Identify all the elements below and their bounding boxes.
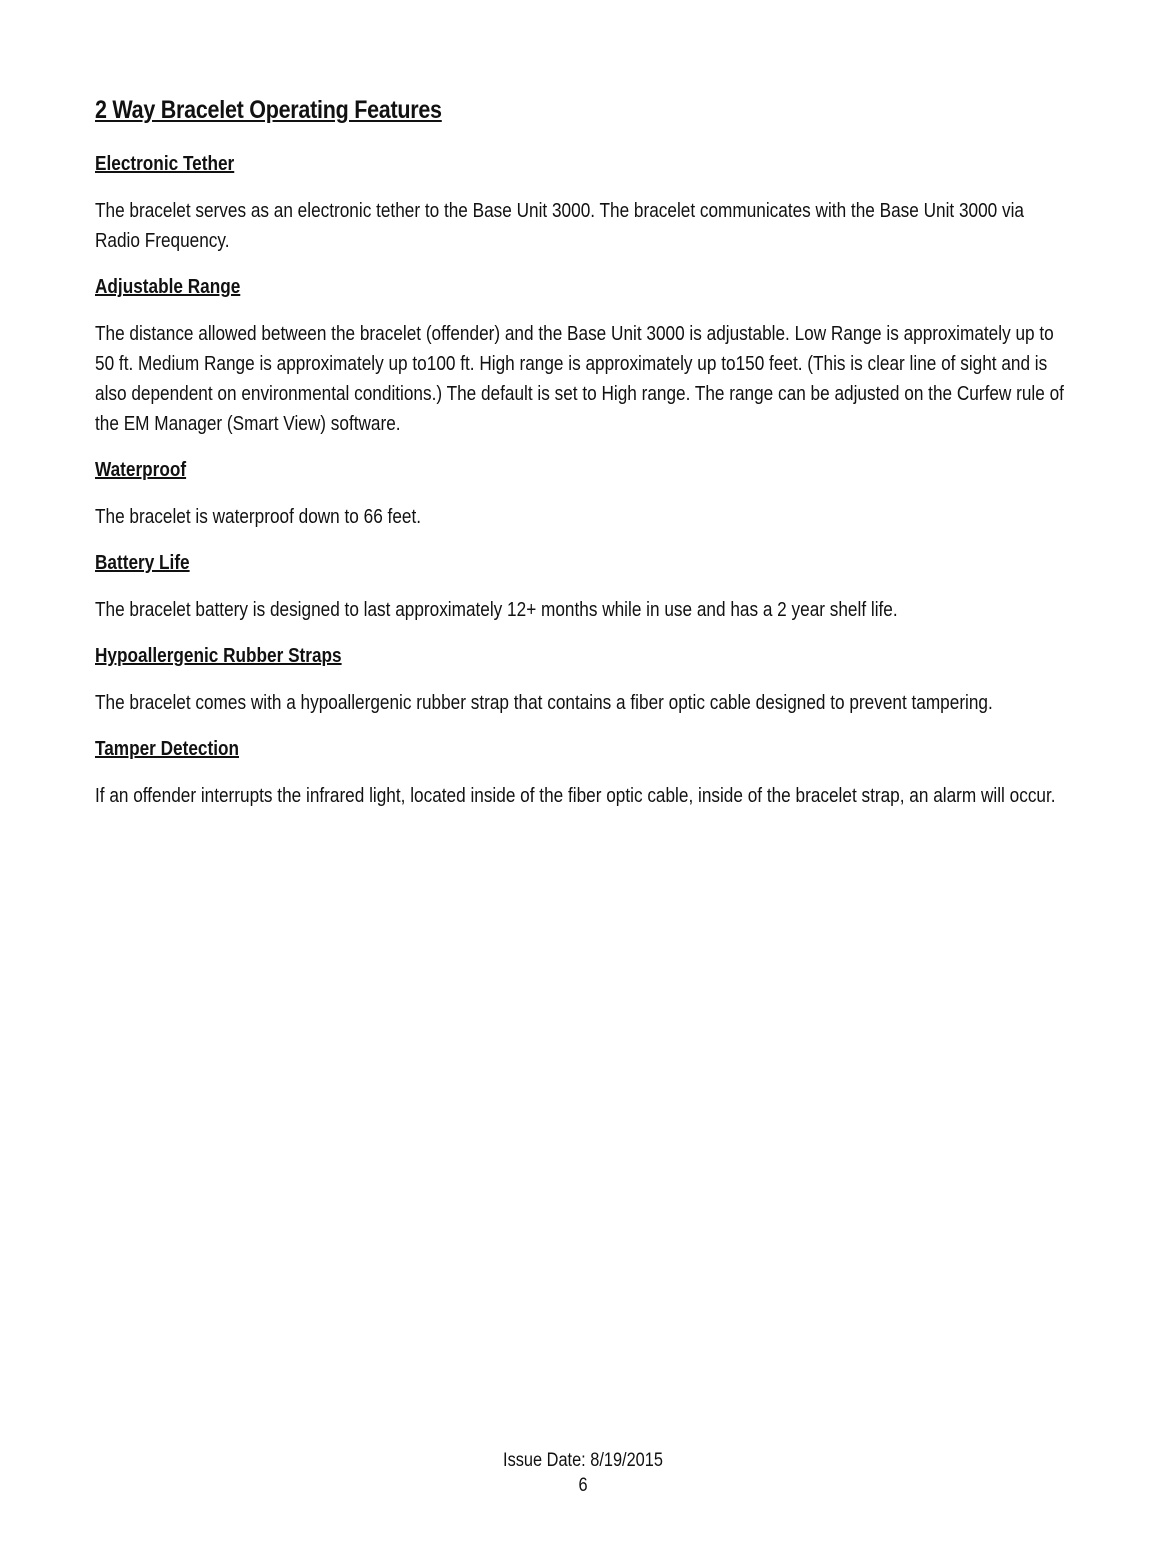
page-number: 6 bbox=[578, 1475, 588, 1496]
page-footer bbox=[0, 1448, 1166, 1498]
section-heading: Adjustable Range bbox=[95, 276, 241, 298]
document-page bbox=[95, 96, 1070, 831]
section-tamper-detection bbox=[95, 738, 1070, 811]
section-heading: Electronic Tether bbox=[95, 153, 235, 175]
section-heading: Hypoallergenic Rubber Straps bbox=[95, 645, 342, 667]
section-battery-life bbox=[95, 552, 1070, 625]
section-body: The bracelet is waterproof down to 66 feet. bbox=[95, 506, 422, 528]
section-heading: Tamper Detection bbox=[95, 738, 240, 760]
section-heading: Battery Life bbox=[95, 552, 190, 574]
section-body: The distance allowed between the bracelet (offender) and the Base Unit 3000 is adjustable. Low Range is approximately up to 50 ft. Medium Range is approximately up to100 ft. High range is approximately up to150 feet. (This is clear line of sight and is also dependent on environmental conditions.) The default is set to High range. The range can be adjusted on the Curfew rule of the EM Manager (Smart View) software. bbox=[95, 323, 1064, 435]
section-heading: Waterproof bbox=[95, 459, 187, 481]
section-body: The bracelet battery is designed to last approximately 12+ months while in use and has a 2 year shelf life. bbox=[95, 599, 898, 621]
section-body: If an offender interrupts the infrared light, located inside of the fiber optic cable, inside of the bracelet strap, an alarm will occur. bbox=[95, 785, 1056, 807]
section-body: The bracelet comes with a hypoallergenic rubber strap that contains a fiber optic cable designed to prevent tampering. bbox=[95, 692, 993, 714]
section-adjustable-range bbox=[95, 276, 1070, 439]
section-body: The bracelet serves as an electronic tether to the Base Unit 3000. The bracelet communicates with the Base Unit 3000 via Radio Frequency. bbox=[95, 200, 1024, 252]
section-waterproof bbox=[95, 459, 1070, 532]
section-electronic-tether bbox=[95, 153, 1070, 256]
page-title: 2 Way Bracelet Operating Features bbox=[95, 96, 442, 124]
section-hypoallergenic-straps bbox=[95, 645, 1070, 718]
issue-date: Issue Date: 8/19/2015 bbox=[503, 1450, 663, 1471]
